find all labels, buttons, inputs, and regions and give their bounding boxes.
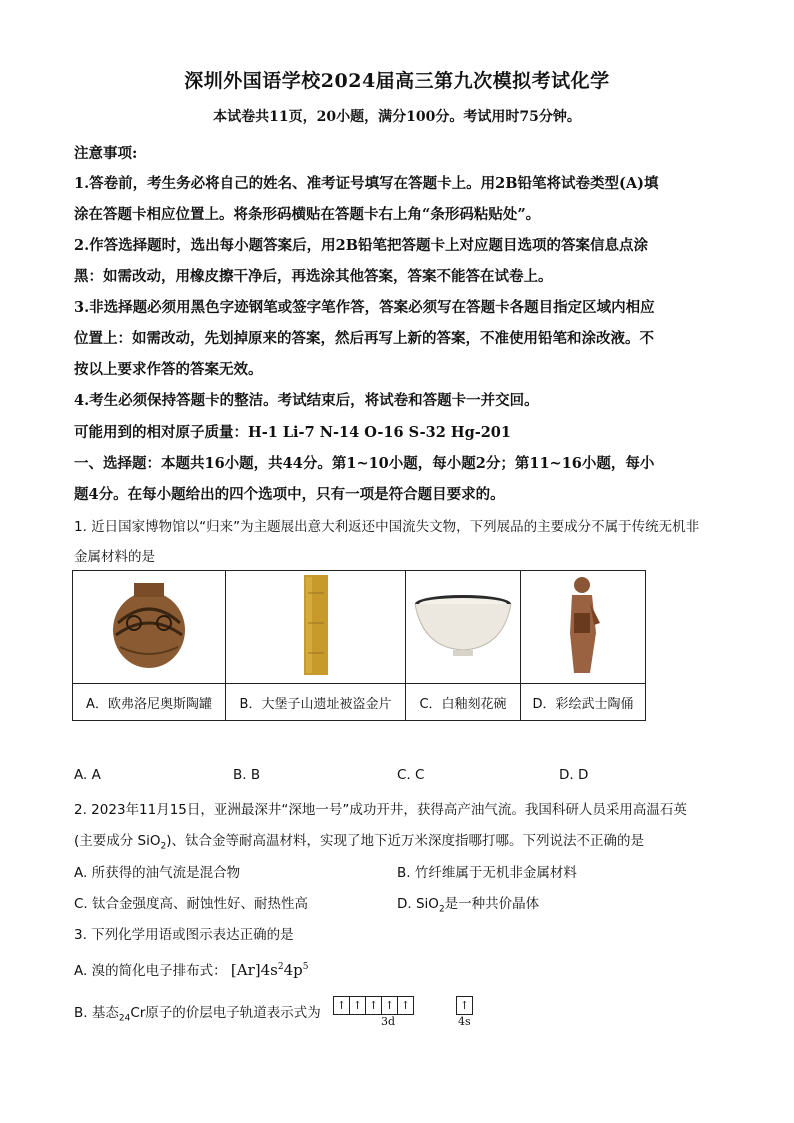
notes-line: 按以上要求作答的答案无效。 — [74, 361, 263, 378]
orbital-3d-label: 3d — [381, 1015, 396, 1028]
exhibit-table — [72, 570, 646, 721]
exhibit-cell-d — [521, 571, 646, 684]
page-subtitle: 本试卷共11页，20小题，满分100分。考试用时75分钟。 — [213, 109, 581, 125]
notes-line: 位置上：如需改动，先划掉原来的答案，然后再写上新的答案，不准使用铅笔和涂改液。不 — [74, 330, 654, 347]
notes-heading: 注意事项: — [74, 145, 138, 162]
electron-configuration: $[Ar]4s^24p^5$ — [230, 961, 309, 979]
q3-option-b: B. 基态$_{24}$Cr原子的价层电子轨道表示式为 — [74, 1005, 321, 1024]
q3-option-a: A. 溴的简化电子排布式： $[Ar]4s^24p^5$ — [74, 961, 309, 979]
question-3-stem: 3. 下列化学用语或图示表达正确的是 — [74, 927, 294, 943]
orbital-box: ↑ — [400, 999, 411, 1012]
pottery-jar-image — [104, 575, 194, 675]
orbital-box: ↑ — [350, 997, 366, 1014]
orbital-3d-boxes — [333, 996, 414, 1015]
exhibit-caption-b: B．大堡子山遗址被盗金片 — [226, 684, 406, 721]
exhibit-cell-a — [73, 571, 226, 684]
orbital-box: ↑ — [459, 999, 470, 1012]
exhibit-caption-c: C．白釉刻花碗 — [406, 684, 521, 721]
q2-option-b: B. 竹纤维属于无机非金属材料 — [397, 865, 577, 881]
section-heading-cont: 题4分。在每小题给出的四个选项中，只有一项是符合题目要求的。 — [74, 486, 505, 503]
notes-line: 黑：如需改动，用橡皮擦干净后，再选涂其他答案，答案不能答在试卷上。 — [74, 268, 553, 285]
section-heading: 一、选择题：本题共16小题，共44分。第1~10小题，每小题2分；第11~16小题，每小 — [74, 455, 655, 472]
exhibit-cell-c — [406, 571, 521, 684]
atomic-masses: 可能用到的相对原子质量：H-1 Li-7 N-14 O-16 S-32 Hg-201 — [74, 424, 511, 441]
notes-line: 2.作答选择题时，选出每小题答案后，用2B铅笔把答题卡上对应题目选项的答案信息点涂 — [74, 237, 648, 254]
q1-option-a: A. A — [74, 767, 101, 783]
exhibit-caption-a: A．欧弗洛尼奥斯陶罐 — [73, 684, 226, 721]
orbital-4s-box — [456, 996, 473, 1015]
white-glazed-bowl-image — [411, 590, 515, 660]
exhibit-caption-d: D．彩绘武士陶俑 — [521, 684, 646, 721]
notes-line: 3.非选择题必须用黑色字迹钢笔或签字笔作答，答案必须写在答题卡各题目指定区域内相应 — [74, 299, 655, 316]
notes-line: 涂在答题卡相应位置上。将条形码横贴在答题卡右上角“条形码粘贴处”。 — [74, 206, 541, 223]
q1-option-b: B. B — [233, 767, 261, 783]
painted-warrior-figure-image — [558, 573, 608, 677]
orbital-box: ↑ — [334, 997, 350, 1014]
orbital-box: ↑ — [366, 997, 382, 1014]
question-1-stem: 1. 近日国家博物馆以“归来”为主题展出意大利返还中国流失文物，下列展品的主要成分不属于传统无机非 — [74, 519, 700, 535]
orbital-box: ↑ — [382, 997, 398, 1014]
q1-option-c: C. C — [397, 767, 425, 783]
notes-line: 4.考生必须保持答题卡的整洁。考试结束后，将试卷和答题卡一并交回。 — [74, 392, 539, 409]
exhibit-cell-b — [226, 571, 406, 684]
page-title: 深圳外国语学校2024届高三第九次模拟考试化学 — [184, 70, 610, 92]
q2-option-d: D. SiO$_2$是一种共价晶体 — [397, 896, 540, 915]
orbital-4s-label: 4s — [458, 1015, 471, 1028]
q1-option-d: D. D — [559, 767, 589, 783]
question-2-stem-cont: (主要成分 SiO$_2$)、钛合金等耐高温材料，实现了地下近万米深度指哪打哪。下列说法不正确的是 — [74, 833, 645, 852]
question-2-stem: 2. 2023年11月15日，亚洲最深井“深地一号”成功开井，获得高产油气流。我国科研人员采用高温石英 — [74, 802, 687, 818]
question-1-stem-cont: 金属材料的是 — [74, 549, 155, 565]
q2-option-a: A. 所获得的油气流是混合物 — [74, 865, 241, 881]
gold-plate-image — [296, 573, 336, 677]
notes-line: 1.答卷前，考生务必将自己的姓名、准考证号填写在答题卡上。用2B铅笔将试卷类型(A)填 — [74, 175, 659, 192]
q2-option-c: C. 钛合金强度高、耐蚀性好、耐热性高 — [74, 896, 309, 912]
